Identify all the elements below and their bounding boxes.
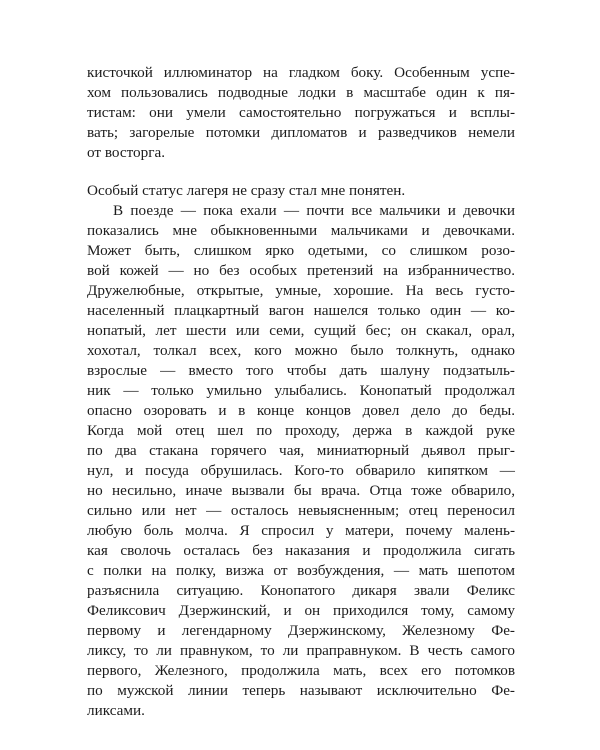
text-line: кисточкой иллюминатор на гладком боку. Особенным успе- bbox=[87, 64, 515, 81]
text-line: по мужской линии теперь называют исключительно Фе- bbox=[87, 682, 515, 699]
text-line: но несильно, иначе вызвали бы врача. Отца тоже обварило, bbox=[87, 482, 515, 499]
text-line: В поезде — пока ехали — почти все мальчики и девочки bbox=[113, 202, 515, 219]
text-line: взрослые — вместо того чтобы дать шалуну подзатыль- bbox=[87, 362, 515, 379]
text-line: тистам: они умели самостоятельно погружаться и всплы- bbox=[87, 104, 515, 121]
text-line: ник — только умильно улыбались. Конопатый продолжал bbox=[87, 382, 515, 399]
text-line: Дружелюбные, открытые, умные, хорошие. На весь густо- bbox=[87, 282, 515, 299]
text-line: вать; загорелые потомки дипломатов и разведчиков немели bbox=[87, 124, 515, 141]
text-line: хохотал, толкал всех, кого можно было толкнуть, однако bbox=[87, 342, 515, 359]
text-line: показались мне обыкновенными мальчиками и девочками. bbox=[87, 222, 515, 239]
text-line: с полки на полку, визжа от возбуждения, — мать шепотом bbox=[87, 562, 515, 579]
text-line: Когда мой отец шел по проходу, держа в каждой руке bbox=[87, 422, 515, 439]
text-line: населенный плацкартный вагон нашелся только один — ко- bbox=[87, 302, 515, 319]
text-line: вой кожей — но без особых претензий на избранничество. bbox=[87, 262, 515, 279]
text-line: сильно или нет — осталось невыясненным; отец переносил bbox=[87, 502, 515, 519]
text-line: ликсу, то ли правнуком, то ли праправнуком. В честь самого bbox=[87, 642, 515, 659]
text-line: нопатый, лет шести или семи, сущий бес; он скакал, орал, bbox=[87, 322, 515, 339]
text-line: Может быть, слишком ярко одетыми, со слишком розо- bbox=[87, 242, 515, 259]
text-line: Особый статус лагеря не сразу стал мне понятен. bbox=[87, 182, 406, 199]
text-line: любую боль молча. Я спросил у матери, почему малень- bbox=[87, 522, 515, 539]
text-line: опасно озоровать и в конце концов довел дело до беды. bbox=[87, 402, 515, 419]
text-line: от восторга. bbox=[87, 144, 165, 161]
text-line: первому и легендарному Дзержинскому, Железному Фе- bbox=[87, 622, 515, 639]
text-line: по два стакана горячего чая, миниатюрный дьявол прыг- bbox=[87, 442, 515, 459]
text-line: Феликсович Дзержинский, и он приходился тому, самому bbox=[87, 602, 515, 619]
text-line: разъяснила ситуацию. Конопатого дикаря звали Феликс bbox=[87, 582, 515, 599]
text-line: хом пользовались подводные лодки в масштабе один к пя- bbox=[87, 84, 515, 101]
text-line: ликсами. bbox=[87, 702, 145, 719]
text-line: кая сволочь осталась без наказания и продолжила сигать bbox=[87, 542, 515, 559]
text-line: нул, и посуда обрушилась. Кого-то обварило кипятком — bbox=[87, 462, 515, 479]
text-line: первого, Железного, продолжила мать, всех его потомков bbox=[87, 662, 515, 679]
